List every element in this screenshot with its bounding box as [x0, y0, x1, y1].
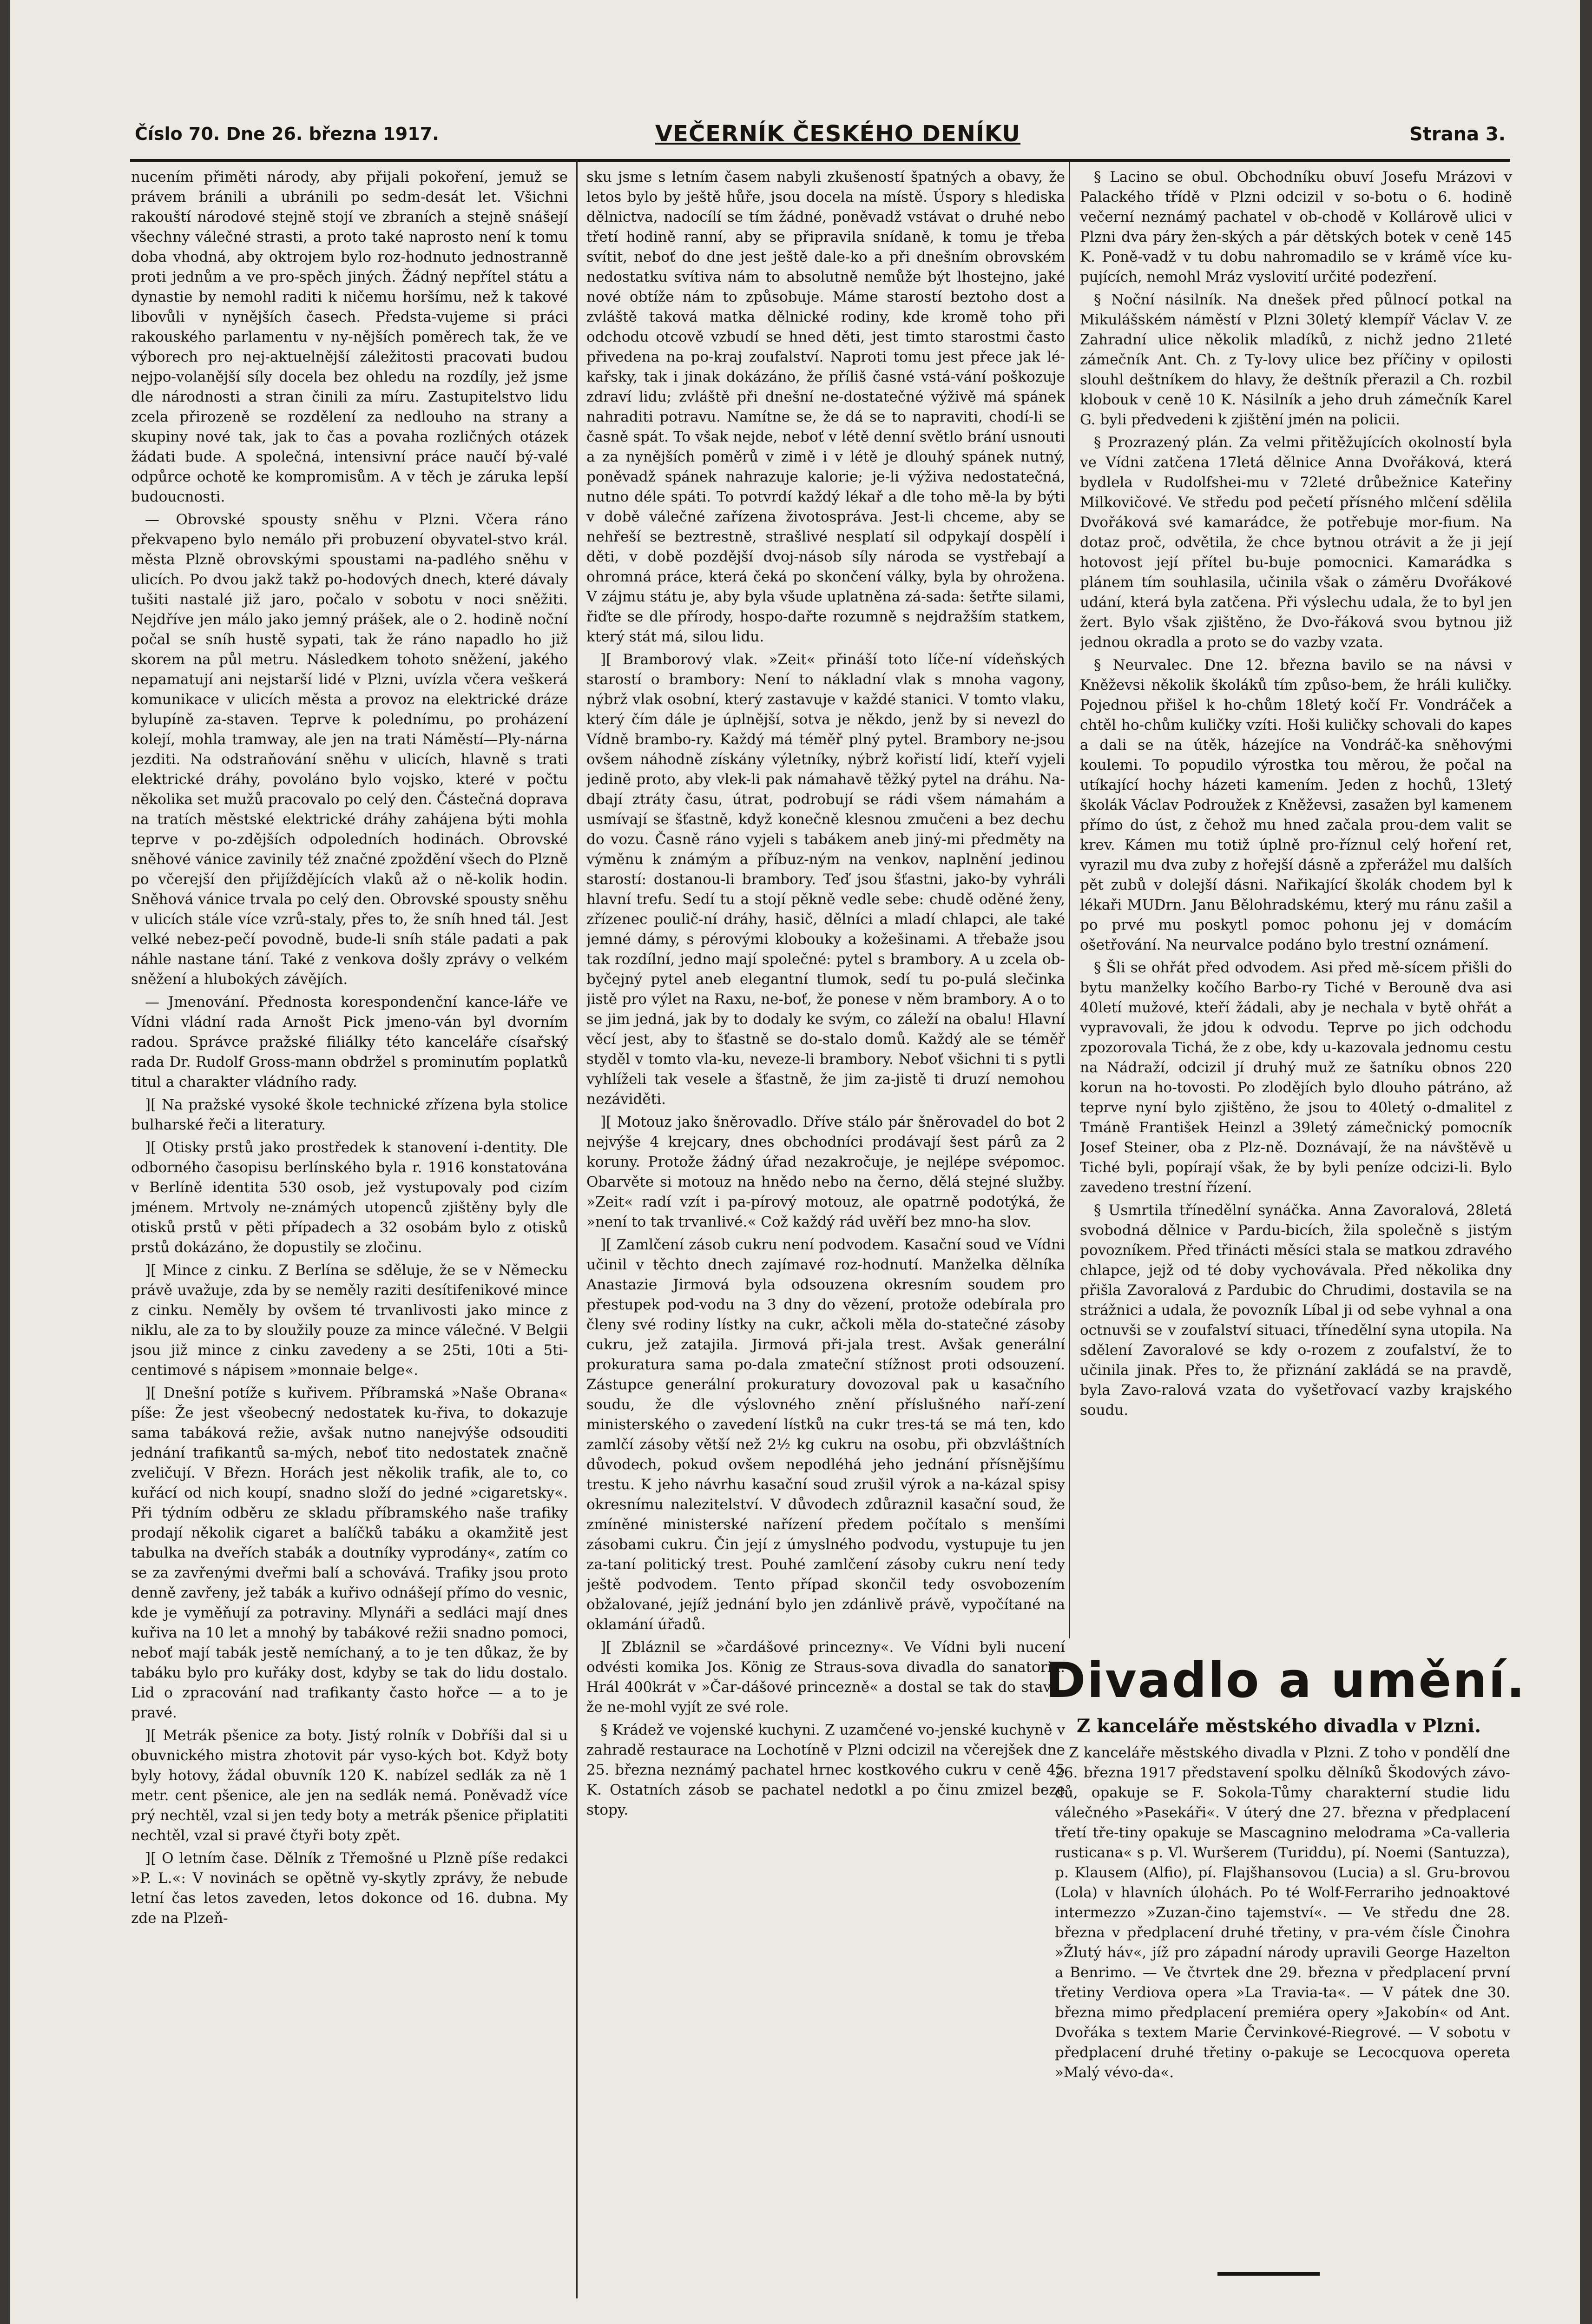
article-paragraph: ][ Zamlčení zásob cukru není podvodem. Kasační soud ve Vídni učinil v těchto dnech zajímavé roz-hodnutí. Manželka dělníka Anastazie Jirmová byla odsouzena okresním soudem pro přestupek pod-vodu na 3 dny do vězení, protože odebírala pro členy své rodiny lístky na cukr, ačkoli měla do-statečné zásoby cukru, jež zatajila. Jirmová při-jala trest. Avšak generální prokuratura sama po-dala zmateční stížnost proti odsouzení. Zástupce generální prokuratury dovozoval pak u kasačního soudu, že dle výslovného znění příslušného naří-zení ministerského o zavedení lístků na cukr tres-tá se má ten, kdo zamlčí zásoby větší než 2½ kg cukru na osobu, při obzvláštních důvodech, pokud ovšem nepodléhá jeho jednání přísnějšímu trestu. K jeho návrhu kasační soud zrušil výrok a na-kázal spisy okresnímu nalezitelství. V důvodech zdůraznil kasační soud, že zmíněné ministerské nařízení předem počítalo s menšími zásobami cukru. Čin její z úmyslného podvodu, vystupuje tu jen za-taní politický trest. Pouhé zamlčení zásoby cukru není tedy ještě podvodem. Tento případ skončil tedy osvobozením obžalované, jejíž jednání bylo jen zdánlivě právě, vypočítané na oklamání úřadů. [586, 1236, 1065, 1633]
article-paragraph: ][ Zbláznil se »čardášové princezny«. Ve Vídni byli nucení odvésti komika Jos. König ze Straus-sova divadla do sanatoria. Hrál 400krát v »Čar-dášové princezně« a dostal se tak do stavu, že ne-mohl vyjít ze své role. [586, 1639, 1065, 1716]
article-paragraph: ][ Metrák pšenice za boty. Jistý rolník v Dobříši dal si u obuvnického mistra zhotovit pár vyso-kých bot. Když boty byly hotovy, žádal obuvník 120 K. nabízel sedlák za ně 1 metr. cent pšenice, ale jen na sedlák nemá. Poněvadž více prý nechtěl, vzal si jen tedy boty a metrák pšenice připlatiti nechtěl, vzal si pravé čtyři boty zpět. [131, 1727, 568, 1844]
article-paragraph: § Neurvalec. Dne 12. března bavilo se na návsi v Kněževsi několik školáků tím způso-bem, že hráli kuličky. Pojednou přišel k ho-chům 18letý kočí Fr. Vondráček a chtěl ho-chům kuličky vzíti. Hoši kuličky schovali do kapes a dali se na útěk, házejíce na Vondráč-ka sněhovými koulemi. To popudilo výrostka tou měrou, že počal na utíkající hochy házeti kamením. Jeden z hochů, 13letý školák Václav Podroužek z Kněževsi, zasažen byl kamenem přímo do úst, z čehož mu hned začala prou-dem valit se krev. Kámen mu totiž úplně pro-říznul celý hoření ret, vyrazil mu dva zuby z hořejší dásně a zpřerážel mu dalších pět zubů v dolejší dásni. Nařikající školák chodem byl k lékaři MUDrn. Janu Bělohradskému, který mu ránu zašil a po prvé mu poskytl pomoc pohonu jej v domácím ošetřování. Na neurvalce podáno bylo trestní oznámení. [1080, 657, 1512, 953]
article-paragraph: § Krádež ve vojenské kuchyni. Z uzamčené vo-jenské kuchyně v zahradě restaurace na Lochotíně v Plzni odcizil na včerejšek dne 25. března neznámý pachatel hrnec kostkového cukru v ceně 45 K. Ostatních zásob se pachatel nedotkl a po činu zmizel beze stopy. [586, 1722, 1065, 1818]
section-subheading: Z kanceláře městského divadla v Plzni. [1076, 1715, 1481, 1737]
header-rule [130, 159, 1510, 162]
scan-edge-right [1580, 0, 1592, 2324]
article-paragraph: ][ Na pražské vysoké škole technické zřízena byla stolice bulharské řeči a literatury. [131, 1096, 568, 1133]
article-paragraph: ][ Motouz jako šněrovadlo. Dříve stálo pár šněrovadel do bot 2 nejvýše 4 krejcary, dnes obchodníci prodávají šest párů za 2 koruny. Protože žádný úřad nezakročuje, je nejlépe svépomoc. Obarvěte si motouz na hnědo nebo na černo, dělá stejné služby. »Zeit« radí vzít i pa-pírový motouz, ale opatrně podotýká, že »není to tak trvanlivé.« Což každý rád uvěří bez mno-ha slov. [586, 1114, 1065, 1230]
article-paragraph: § Lacino se obul. Obchodníku obuví Josefu Mrázovi v Palackého třídě v Plzni odcizil v so-botu o 6. hodině večerní neznámý pachatel v ob-chodě v Kollárově ulici v Plzni dva páry žen-ských a pár dětských botek v ceně 145 K. Poně-vadž v tu dobu nahromadilo se v krámě více ku-pujících, nemohl Mráz vyslovití určité podezření. [1080, 169, 1512, 285]
text-column-2 [586, 167, 1065, 2301]
issue-number: Číslo 70. Dne 26. března 1917. [135, 124, 439, 144]
scan-edge-left [0, 0, 10, 2324]
article-paragraph: — Jmenování. Přednosta korespondenční kance-láře ve Vídni vládní rada Arnošt Pick jmeno-ván byl dvorním radou. Správce pražské filiálky této kanceláře císařský rada Dr. Rudolf Gross-mann obdržel s prominutím poplatků titul a charakter vládního rady. [131, 994, 568, 1090]
column-divider [576, 160, 578, 2298]
newspaper-title: VEČERNÍK ČESKÉHO DENÍKU [655, 121, 1021, 147]
section-end-rule [1217, 2272, 1320, 2276]
article-paragraph: § Prozrazený plán. Za velmi přitěžujících okolností byla ve Vídni zatčena 17letá dělnice Anna Dvořáková, která bydlela v Rudolfshei-mu v 72leté drůbežnice Kateřiny Milkovičové. Ve středu pod pečetí přísného mlčení sdělila Dvořáková své kamarádce, že potřebuje mor-fium. Na dotaz proč, odvětila, že chce bytnou otrávit a že ji její hotovost její přítel bu-buje pomocnici. Kamarádka s plánem tím souhlasila, učinila však o záměru Dvořákové udání, která byla zatčena. Při výslechu udala, že to byl jen žert. Bylo však zjištěno, že Dvo-řáková svou bytnou již jednou okradla a proto se do vazby vzata. [1080, 434, 1512, 651]
column-divider [1069, 160, 1070, 1638]
article-paragraph: ][ Bramborový vlak. »Zeit« přináší toto líče-ní vídeňských starostí o brambory: Není to nákladní vlak s mnoha vagony, nýbrž vlak osobní, který zastavuje v každé stanici. V tomto vlaku, který čím dále je úplnější, sotva je někdo, jenž by si nevezl do Vídně brambo-ry. Každý má téměř plný pytel. Brambory ne-jsou ovšem náhodně získány výletníky, nýbrž kořistí lidí, kteří vyjeli jedině proto, aby vlek-li pak námahavě těžký pytel na dráhu. Na-dbají ztráty času, útrat, podrobují se rádi všem námahám a usmívají se šťastně, když konečně klesnou zmučeni a bez dechu do vozu. Časně ráno vyjeli s tabákem aneb jiný-mi předměty na výměnu k známým a příbuz-ným na venkov, naplnění jedinou starostí: dostanou-li brambory. Teď jsou šťastni, jako-by vyhráli hlavní trefu. Sedí tu a stojí pěkně vedle sebe: chudě oděné ženy, zřízenec poulič-ní dráhy, hasič, dělníci a mladí chlapci, ale také jemné dámy, s pérovými klobouky a kožešinami. A třebaže jsou tak rozdílní, jedno mají společné: pytel s brambory. A u zcela ob-byčejný pytel aneb elegantní tlumok, sedí tu po-pulá slečinka jistě pro výlet na Raxu, ne-boť, že ponese v něm brambory. A o to se jim jedná, jak by to dodaly ke svým, co záleží na obalu! Hlavní věcí jest, aby to šťastně se do-stalo domů. Každý ale se téměř styděl v tomto vla-ku, neveze-li brambory. Neboť všichni ti s pytli vyhlíželi tak vesele a šťastně, že jim za-jistě ti druzí nemohou nezáviděti. [586, 651, 1065, 1108]
article-paragraph: ][ Dnešní potíže s kuřivem. Příbramská »Naše Obrana« píše: Že jest všeobecný nedostatek ku-řiva, to dokazuje sama tabáková režie, avšak nutno nanejvýše odsouditi jednání trafikantů sa-mých, neboť tito nedostatek značně zveličují. V Březn. Horách jest několik trafik, ale to, co kuřácí od nich koupí, snadno složí do jedné »cigaretsky«. Při týdním odběru ze skladu příbramského naše trafiky prodají několik cigaret a balíčků tabáku a okamžitě jest tabulka na dveřích stabák a doutníky vyprodány«, zatím co se za zavřenými dveřmi balí a schovává. Trafiky jsou proto denně zavřeny, jež tabák a kuřivo odnášejí přímo do vesnic, kde je vyměňují za potraviny. Mlynáři a sedláci mají dnes kuřiva na 10 let a mnohý by tabákové režii snadno pomoci, neboť mají tabák jestě nemíchaný, a to je ten důkaz, že by tabáku bylo pro kuřáky dost, kdyby se tak do lidu dostalo. Lid o zpracování nad trafikanty často hořce — a to je pravé. [131, 1385, 568, 1721]
article-paragraph: ][ Mince z cinku. Z Berlína se sděluje, že se v Německu právě uvažuje, zda by se neměly raziti desítifenikové mince z cinku. Neměly by ovšem té trvanlivosti jako mince z niklu, ale za to by sloužily pouze za mince válečné. V Belgii jsou již mince z cinku zavedeny a se 25ti, 10ti a 5ti-centimové s nápisem »monnaie belge«. [131, 1262, 568, 1379]
page-number: Strana 3. [1409, 124, 1506, 145]
article-paragraph: ][ Otisky prstů jako prostředek k stanovení i-dentity. Dle odborného časopisu berlínského byla r. 1916 konstatována v Berlíně identita 530 osob, jež vystupovaly pod cizím jménem. Mrtvoly ne-známých utopenců zjištěny byly dle otisků prstů v pěti případech a 32 osobám bylo z otisků prstů dokázáno, že dopustily se zločinu. [131, 1139, 568, 1256]
text-column-1 [131, 167, 568, 2301]
article-paragraph: § Noční násilník. Na dnešek před půlnocí potkal na Mikulášském náměstí v Plzni 30letý klempíř Václav V. ze Zahradní ulice několik mladíků, z nichž jedno 21leté zámečník Ant. Ch. z Ty-lovy ulice bez příčiny v opilosti slouhl deštníkem do hlavy, že deštník přerazil a Ch. rozbil klobouk v ceně 10 K. Násilník a jeho druh zámečník Karel G. byli předvedeni k zjištění jmén na policii. [1080, 291, 1512, 428]
article-paragraph: nucením přiměti národy, aby přijali pokoření, jemuž se právem bránili a ubránili po sedm-desát let. Všichni rakouští národové stejně stojí ve zbraních a stejně snášejí všechny válečné strasti, a proto také naprosto není k tomu doba vhodná, aby oktrojem bylo roz-hodnuto jednostranně proti jednům a ve pro-spěch jiných. Žádný nepřítel státu a dynastie by nemohl raditi k ničemu horšímu, než k takové libovůli v nynějších časech. Předsta-vujeme si práci rakouského parlamentu v ny-nějších poměrech tak, že ve výborech pro nej-aktuelnější záležitosti pracovati budou nejpo-volanější síly docela bez ohledu na rozdíly, jež jsme dle národnosti a stran činili za míru. Zastupitelstvo lidu zcela přirozeně se rozdělení za nedlouho na strany a skupiny nové tak, jak to čas a povaha rozličných otázek žádati bude. A společná, intensivní práce naučí bý-valé odpůrce ochotě ke kompromisům. A v těch je záruka lepší budoucnosti. [131, 169, 568, 505]
page-header [135, 117, 1506, 162]
article-paragraph: — Obrovské spousty sněhu v Plzni. Včera ráno překvapeno bylo nemálo při probuzení obyvatel-stvo král. města Plzně obrovskými spoustami na-padlého sněhu v ulicích. Po dvou jakž takž po-hodových dnech, které dávaly tušiti nastalé již jaro, počalo v sobotu v noci sněžiti. Nejdříve jen málo jako jemný prášek, ale o 2. hodině noční počal se sníh hustě sypati, tak že ráno napadlo ho již skorem na půl metru. Následkem tohoto sněžení, jakého nepamatují ani nejstarší lidé v Plzni, uvízla včera veškerá komunikace v ulicích města a provoz na elektrické dráze bylupíně za-staven. Teprve k polednímu, po proházení kolejí, mohla tramway, ale jen na trati Náměstí—Ply-nárna jezditi. Na odstraňování sněhu v ulicích, hlavně s trati elektrické dráhy, povoláno bylo vojsko, které v počtu několika set mužů pracovalo po celý den. Částečná doprava na tratích městské elektrické dráhy zahájena býti mohla teprve v po-zdějších odpoledních hodinách. Obrovské sněhové vánice zavinily též značné zpoždění všech do Plzně po včerejší den přijíždějících vlaků až o ně-kolik hodin. Sněhová vánice trvala po celý den. Obrovské spousty sněhu v ulicích stále více vzrů-staly, přes to, že sníh hned tál. Jest velké nebez-pečí povodně, bude-li sníh stále padati a pak náhle nastane tání. Také z venkova došly zprávy o velkém sněžení a hlubokých závějích. [131, 511, 568, 988]
article-paragraph: § Šli se ohřát před odvodem. Asi před mě-sícem přišli do bytu manželky kočího Barbo-ry Tiché v Berouně dva asi 40letí mužové, kteří žádali, aby je nechala v bytě ohřát a vypravovali, že jdou k odvodu. Teprve po jich odchodu zpozorovala Tichá, že z obe, kdy u-kazovala jednomu cestu na Nádraží, odcizil jí druhý muž ze šatníku obnos 220 korun na ho-tovosti. Po zlodějích bylo dlouho pátráno, až teprve nyní bylo zjištěno, že jsou to 40letý o-dmalitel z Tmáně František Heinzl a 39letý zámečnický pomocník Josef Steiner, oba z Plz-ně. Doznávají, že na návštěvě u Tiché byli, popírají však, že by byli peníze odcizi-li. Bylo zavedeno trestní řízení. [1080, 959, 1512, 1196]
article-paragraph: sku jsme s letním časem nabyli zkušeností špatných a obavy, že letos bylo by ještě hůře, jsou docela na místě. Úspory s hlediska dělnictva, nadocílí se tím žádné, poněvadž vstávat o druhé nebo třetí hodině ranní, aby se připravila snídaně, k tomu je třeba svítit, neboť do dne jest ještě dale-ko a při dnešním obrovském nedostatku svítiva nám to absolutně nemůže být lhostejno, jaké nové obtíže nám to způsobuje. Máme starostí beztoho dost a zvláště taková matka dělnické rodiny, kde kromě toho při odchodu otcově vzbudí se hned děti, jest timto starostmi často přivedena na po-kraj zoufalství. Naproti tomu jest přece jak lé-kařsky, tak i jinak dokázáno, že příliš časné vstá-vání poškozuje zdraví lidu; zvláště při dnešní ne-dostatečné výživě má spánek nahraditi potravu. Namítne se, že dá se to napraviti, chodí-li se časně spát. To však nejde, neboť v létě denní světlo brání usnouti a za nynějších poměrů v zimě i v létě je dlouhý spánek nutný, poněvadž spánek nahrazuje kalorie; je-li výživa nedostatečná, nutno déle spáti. To potvrdí každý lékař a dle toho mě-la by býti v době válečné zařízena životospráva. Jest-li chceme, aby se nehřeší se beztrestně, strašlivé nesplatí sil odpykají dospělí i děti, v době pozdější dvoj-násob síly národa se vystřebají a ohromná práce, která čeká po skončení války, byla by ohrožena. V zájmu státu je, aby byla všude uplatněna zá-sada: šetřte silami, řiďte se dle přírody, hospo-dařte rozumně s nejdražším statkem, který stát má, silou lidu. [586, 169, 1065, 645]
text-column-3 [1080, 167, 1512, 1636]
section-heading-theatre: Divadlo a umění. [1046, 1652, 1526, 1709]
article-paragraph: § Usmrtila třínedělní synáčka. Anna Zavoralová, 28letá svobodná dělnice v Pardu-bicích, žila společně s jistým povozníkem. Před třinácti měsíci stala se matkou zdravého chlapce, jejž od té doby vychovávala. Před několika dny přišla Zavoralová z Pardubic do Chrudimi, dostavila se na strážnici a udala, že povozník Líbal ji od sebe vyhnal a ona octnuvši se v zoufalství situaci, třínedělní syna utopila. Na sdělení Zavoralové se kdy o-rozem z zoufalství, že to učinila jinak. Přes to, že přiznání zakládá se na pravdě, byla Zavo-ralová vzata do vyšetřovací vazby krajského soudu. [1080, 1202, 1512, 1419]
article-paragraph: ][ O letním čase. Dělník z Třemošné u Plzně píše redakci »P. L.«: V novinách se opětně vy-skytly zprávy, že nebude letní čas letos zaveden, letos dokonce od 16. dubna. My zde na Plzeň- [131, 1850, 568, 1927]
article-paragraph: Z kanceláře městského divadla v Plzni. Z toho v pondělí dne 26. března 1917 představení spolku dělníků Škodových závo-dů, opakuje se F. Sokola-Tůmy charakterní studie lidu válečného »Pasekáři«. V úterý dne 27. března v předplacení třetí tře-tiny opakuje se Mascagnino melodrama »Ca-valleria rusticana« s p. Vl. Wuršerem (Turiddu), pí. Noemi (Santuzza), p. Klausem (Alfio), pí. Flajšhansovou (Lucia) a sl. Gru-brovou (Lola) v hlavních úlohách. Po té Wolf-Ferrariho jednoaktové intermezzo »Zuzan-čino tajemství«. — Ve středu dne 28. března v předplacení druhé třetiny, v pra-vém čísle Činohra »Žlutý háv«, jíž pro západní národy upravili George Hazelton a Benrimo. — Ve čtvrtek dne 29. března v předplacení první třetiny Verdiova opera »La Travia-ta«. — V pátek dne 30. března mimo předplacení premiéra opery »Jakobín« od Ant. Dvořáka s textem Marie Červinkové-Riegrové. — V sobotu v předplacení druhé třetiny o-pakuje se Lecocquova opereta »Malý vévo-da«. [1055, 1744, 1510, 2081]
theatre-announcement [1055, 1743, 1510, 2273]
